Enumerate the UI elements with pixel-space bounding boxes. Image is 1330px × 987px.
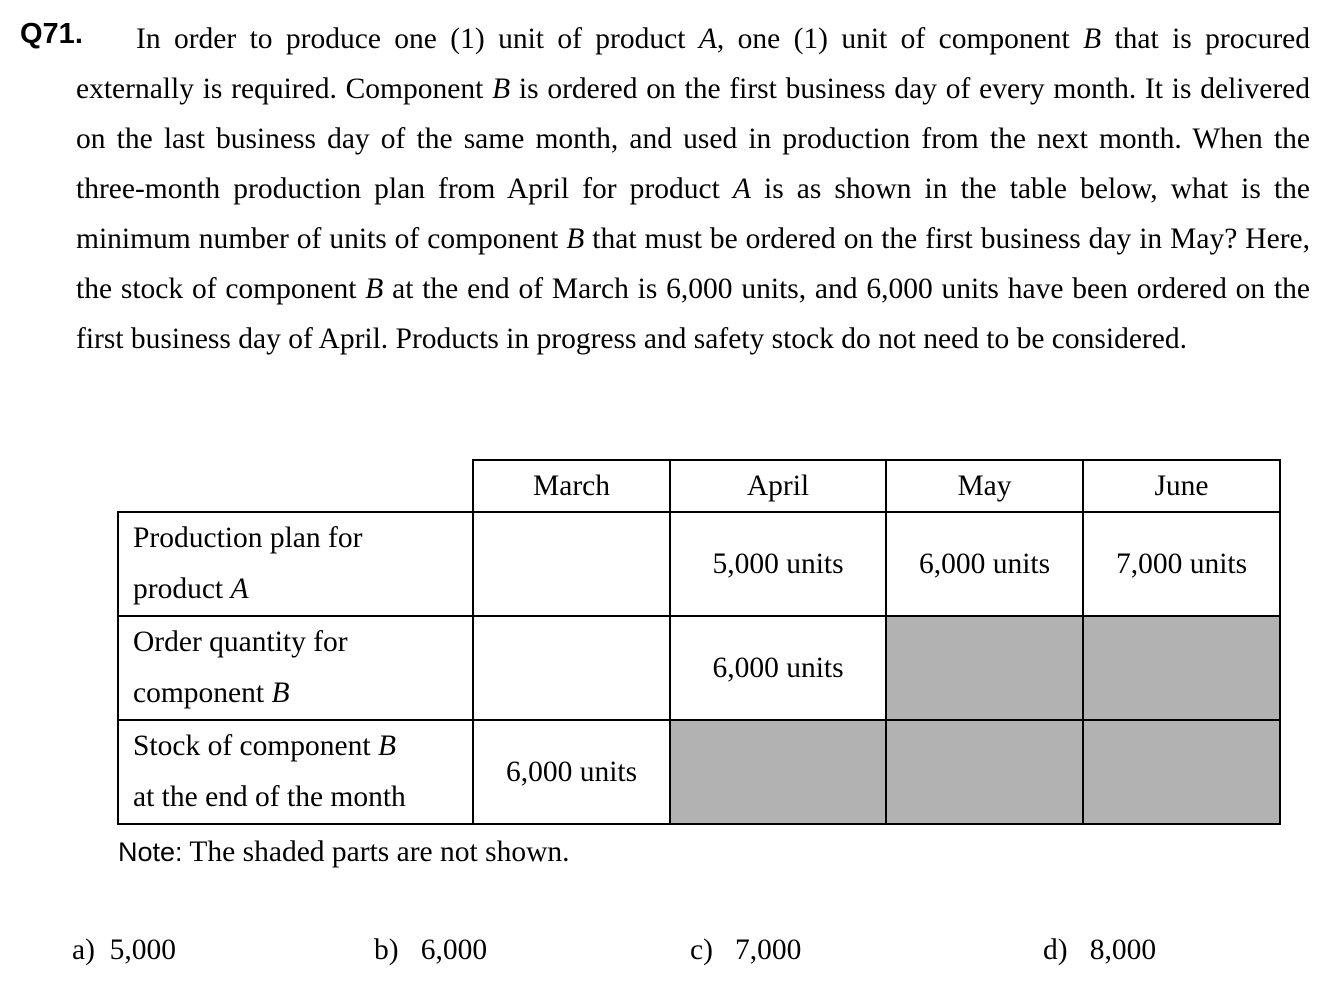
choice-value: 6,000	[420, 934, 488, 966]
table-corner-cell	[118, 460, 473, 512]
choice-value: 5,000	[109, 934, 177, 966]
table-row-stock	[118, 720, 1280, 824]
answer-choice-d[interactable]	[1043, 930, 1156, 970]
question-text-part: that must be ordered on the first business day in May? Here, the stock of component	[76, 223, 1310, 305]
question-number: Q71.	[20, 18, 83, 50]
table-cell: 7,000 units	[1083, 512, 1280, 616]
variable-b: B	[492, 73, 511, 105]
question-text-part: that is procured externally is required. Component	[76, 23, 1310, 105]
column-header-may: May	[886, 460, 1083, 512]
answer-choice-c[interactable]	[690, 930, 801, 970]
variable-b: B	[365, 273, 384, 305]
table-cell	[473, 616, 670, 720]
choice-letter: a)	[72, 934, 95, 966]
table-cell: 6,000 units	[670, 616, 886, 720]
table-cell: 6,000 units	[473, 720, 670, 824]
variable-a: A	[230, 573, 249, 605]
row-label-line: Order quantity for	[133, 626, 348, 658]
answer-choice-b[interactable]	[374, 930, 487, 970]
column-header-june: June	[1083, 460, 1280, 512]
shaded-cell	[886, 616, 1083, 720]
row-label-line: product	[133, 573, 231, 605]
row-label-order-quantity	[118, 616, 473, 720]
table-note	[118, 832, 570, 872]
choice-value: 7,000	[735, 934, 802, 966]
production-plan-table	[117, 459, 1281, 825]
choice-value: 8,000	[1089, 934, 1157, 966]
shaded-cell	[1083, 720, 1280, 824]
question-text-part: , one (1) unit of component	[716, 23, 1084, 55]
variable-a: A	[698, 23, 717, 55]
table-row-order-quantity	[118, 616, 1280, 720]
column-header-march: March	[473, 460, 670, 512]
question-text-part: at the end of March is 6,000 units, and 6,000 units have been ordered on the first business day of April. Products in progress and safety stock do not need to be considered.	[76, 273, 1311, 355]
row-label-line: Stock of component	[133, 730, 378, 762]
row-label-line: component	[133, 677, 272, 709]
variable-b: B	[566, 223, 585, 255]
shaded-cell	[1083, 616, 1280, 720]
question-text-part: is as shown in the table below, what is the minimum number of units of component	[76, 173, 1310, 255]
table-cell: 6,000 units	[886, 512, 1083, 616]
note-prefix: Note:	[118, 837, 183, 867]
table-row-production-plan	[118, 512, 1280, 616]
shaded-cell	[886, 720, 1083, 824]
variable-b: B	[377, 730, 397, 762]
row-label-line: Production plan for	[133, 522, 363, 554]
table-header-row	[118, 460, 1280, 512]
variable-a: A	[732, 173, 751, 205]
answer-choice-a[interactable]	[72, 930, 176, 970]
row-label-stock	[118, 720, 473, 824]
table-cell: 5,000 units	[670, 512, 886, 616]
row-label-production-plan	[118, 512, 473, 616]
choice-letter: c)	[690, 934, 713, 966]
question-text-part: In order to produce one (1) unit of product	[136, 23, 699, 55]
choice-letter: d)	[1043, 934, 1068, 966]
row-label-line: at the end of the month	[133, 781, 406, 813]
shaded-cell	[670, 720, 886, 824]
variable-b: B	[271, 677, 290, 709]
variable-b: B	[1083, 23, 1102, 55]
question-text	[76, 14, 1310, 364]
note-text: The shaded parts are not shown.	[182, 836, 570, 868]
column-header-april: April	[670, 460, 886, 512]
table-cell	[473, 512, 670, 616]
question-text-part: is ordered on the first business day of every month. It is delivered on the last business day of the same month, and used in production from the next month. When the three-month production plan from April for product	[76, 73, 1310, 205]
choice-letter: b)	[374, 934, 399, 966]
